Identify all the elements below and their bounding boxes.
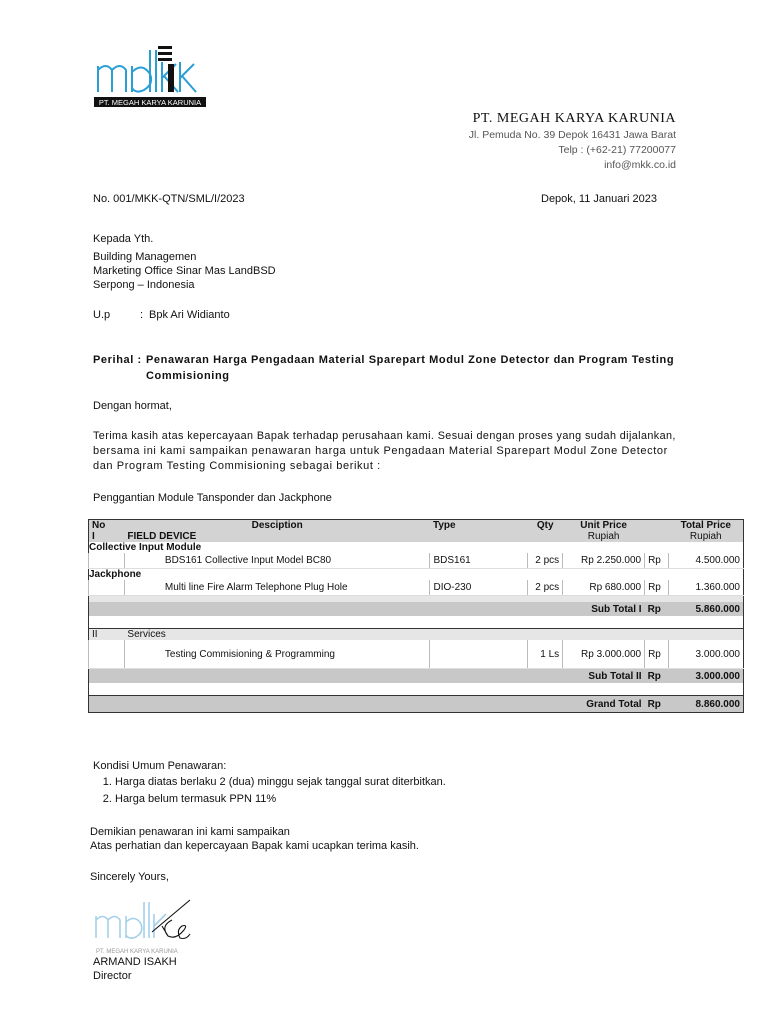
item-description: BDS161 Collective Input Model BC80 xyxy=(124,553,430,569)
conditions-title: Kondisi Umum Penawaran: xyxy=(93,760,227,772)
header-total-price: Total Price xyxy=(669,520,744,532)
body-line-2: bersama ini kami sampaikan penawaran harga untuk Pengadaan Material Sparepart Modul Zone Detector xyxy=(93,445,668,457)
group-collective-input: Collective Input Module xyxy=(89,542,202,553)
section-title: Penggantian Module Tansponder dan Jackphone xyxy=(93,492,332,504)
item-currency: Rp xyxy=(645,640,669,669)
section-2-number: II xyxy=(89,629,125,641)
reference-number: No. 001/MKK-QTN/SML/I/2023 xyxy=(93,193,245,205)
grand-total-value: 8.860.000 xyxy=(669,696,744,713)
subject-line-2: Commisioning xyxy=(146,370,230,382)
subtotal-row xyxy=(89,669,744,684)
grand-total-label: Grand Total xyxy=(563,696,645,713)
quotation-table xyxy=(88,519,744,713)
subtotal-1-currency: Rp xyxy=(645,602,669,616)
body-line-1: Terima kasih atas kepercayaan Bapak terhadap perusahaan kami. Sesuai dengan proses yang sudah dijalankan, xyxy=(93,430,676,442)
company-logo xyxy=(92,42,208,110)
group-row xyxy=(89,569,744,581)
item-type: DIO-230 xyxy=(430,580,528,596)
recipient-line-3: Serpong – Indonesia xyxy=(93,279,195,291)
header-type: Type xyxy=(430,520,528,532)
body-line-3: dan Program Testing Commisioning sebagai berikut : xyxy=(93,460,381,472)
condition-item: 2. Harga belum termasuk PPN 11% xyxy=(115,793,446,810)
total-currency-label: Rupiah xyxy=(669,531,744,542)
table-row xyxy=(89,553,744,569)
section-services: Services xyxy=(124,629,430,641)
item-qty: 2 pcs xyxy=(528,580,563,596)
company-phone: Telp : (+62-21) 77200077 xyxy=(558,144,676,156)
table-row xyxy=(89,580,744,596)
group-row xyxy=(89,542,744,553)
closing-line-2: Atas perhatian dan kepercayaan Bapak kami ucapkan terima kasih. xyxy=(90,840,419,852)
logo-caption: PT. MEGAH KARYA KARUNIA xyxy=(98,98,202,107)
item-unit-price: Rp 3.000.000 xyxy=(563,640,645,669)
condition-item: 1. Harga diatas berlaku 2 (dua) minggu sejak tanggal surat diterbitkan. xyxy=(115,776,446,793)
item-qty: 2 pcs xyxy=(528,553,563,569)
attention-name: Bpk Ari Widianto xyxy=(149,309,230,321)
company-email: info@mkk.co.id xyxy=(604,159,676,171)
header-qty: Qty xyxy=(528,520,563,532)
subject-label: Perihal : xyxy=(93,354,142,366)
item-currency: Rp xyxy=(645,553,669,569)
item-unit-price: Rp 680.000 xyxy=(563,580,645,596)
conditions-list xyxy=(93,776,446,810)
subtotal-1-value: 5.860.000 xyxy=(669,602,744,616)
unit-currency-label: Rupiah xyxy=(563,531,645,542)
signatory-name: ARMAND ISAKH xyxy=(93,956,177,968)
recipient-line-2: Marketing Office Sinar Mas LandBSD xyxy=(93,265,276,277)
recipient-greeting: Kepada Yth. xyxy=(93,233,154,245)
recipient-line-1: Building Managemen xyxy=(93,251,197,263)
section-number: I xyxy=(89,531,125,542)
company-name: PT. MEGAH KARYA KARUNIA xyxy=(472,111,676,126)
salutation: Dengan hormat, xyxy=(93,400,172,412)
attention-colon: : xyxy=(140,309,144,321)
subtotal-2-value: 3.000.000 xyxy=(669,669,744,684)
item-unit-price: Rp 2.250.000 xyxy=(563,553,645,569)
letter-date: Depok, 11 Januari 2023 xyxy=(541,193,657,205)
svg-text:PT. MEGAH KARYA KARUNIA: PT. MEGAH KARYA KARUNIA xyxy=(96,949,178,955)
subtotal-row xyxy=(89,602,744,616)
item-total: 4.500.000 xyxy=(669,553,744,569)
table-subheader-row xyxy=(89,531,744,542)
item-total: 3.000.000 xyxy=(669,640,744,669)
section-field-device: FIELD DEVICE xyxy=(124,531,430,542)
item-description: Testing Commisioning & Programming xyxy=(124,640,430,669)
subtotal-2-label: Sub Total II xyxy=(563,669,645,684)
section-row xyxy=(89,629,744,641)
item-total: 1.360.000 xyxy=(669,580,744,596)
header-description: Desciption xyxy=(124,520,430,532)
closing-line-1: Demikian penawaran ini kami sampaikan xyxy=(90,826,290,838)
subtotal-2-currency: Rp xyxy=(645,669,669,684)
group-jackphone: Jackphone xyxy=(89,569,142,580)
signature-stamp xyxy=(92,898,202,958)
subject-line-1: Penawaran Harga Pengadaan Material Sparepart Modul Zone Detector dan Program Testing xyxy=(146,354,675,366)
subtotal-1-label: Sub Total I xyxy=(563,602,645,616)
item-description: Multi line Fire Alarm Telephone Plug Hole xyxy=(124,580,430,596)
table-row xyxy=(89,640,744,669)
table-header-row xyxy=(89,520,744,532)
grand-total-currency: Rp xyxy=(645,696,669,713)
item-qty: 1 Ls xyxy=(528,640,563,669)
attention-label: U.p xyxy=(93,309,111,321)
item-currency: Rp xyxy=(645,580,669,596)
company-address: Jl. Pemuda No. 39 Depok 16431 Jawa Barat xyxy=(468,129,676,141)
signatory-title: Director xyxy=(93,970,132,982)
header-unit-price: Unit Price xyxy=(563,520,645,532)
grand-total-row xyxy=(89,696,744,713)
item-type: BDS161 xyxy=(430,553,528,569)
signoff: Sincerely Yours, xyxy=(90,871,169,883)
header-no: No xyxy=(89,520,125,532)
